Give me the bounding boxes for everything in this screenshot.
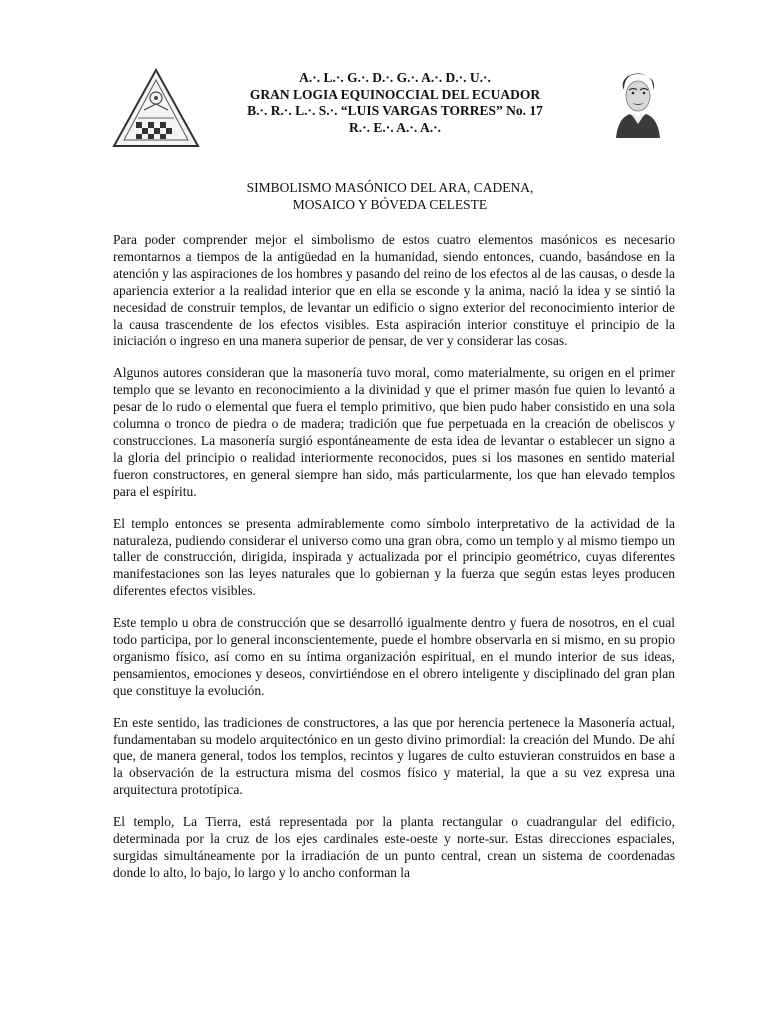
paragraph: Algunos autores consideran que la masonería tuvo moral, como materialmente, su origen en el primer templo que se levanto en reconocimiento a la divinidad y que el primer masón fue quien lo levantó a pesar de lo rudo o elemental que fuera el templo primitivo, que bien pudo haber consistido en una sola columna o tronco de piedra o de madera; tradición que fue perpetuada en la creación de obeliscos y construcciones. La masonería surgió espontáneamente de esta idea de levantar o establecer un signo a la gloria del principio o realidad interiormente reconocidos, pues si los masones en sentido material fueron constructores, en general siempre han sido, más particularmente, los que han elevado templos para el espíritu. [113, 365, 675, 499]
header-line-4: R.·. E.·. A.·. A.·. [349, 119, 441, 135]
header-line-1: A.·. L.·. G.·. D.·. G.·. A.·. D.·. U.·. [299, 70, 491, 85]
lodge-logo [108, 66, 204, 150]
paragraph: Para poder comprender mejor el simbolismo de estos cuatro elementos masónicos es necesario remontarnos a tiempos de la antigüedad en la humanidad, siendo entonces, cuando, basándose en la atención y las aspiraciones de los hombres y pasando del reino de los efectos al de las causas, o desde la apariencia exterior a la realidad interior que en ella se esconde y la anima, nació la idea y se sintió la necesidad de construir templos, de levantar un edificio o signo exterior del reconocimiento interior de la causa trascendente de los efectos visibles. Esta aspiración interior constituye el principio de la iniciación o ingreso en una manera superior de pensar, de ver y considerar las cosas. [113, 232, 675, 349]
title-line-1: SIMBOLISMO MASÓNICO DEL ARA, CADENA, [246, 180, 534, 195]
lodge-header [215, 70, 575, 136]
paragraph: En este sentido, las tradiciones de constructores, a las que por herencia pertenece la Masonería actual, fundamentaban su modelo arquitectónico en un gesto divino primordial: la creación del Mundo. De ahí que, de manera general, todos los templos, recintos y lugares de culto estuvieran construidos en base a la observación de la estructura misma del cosmos físico y material, la que a su vez expresa una arquitectura prototípica. [113, 714, 675, 798]
document-body [113, 232, 675, 897]
portrait-image [610, 68, 666, 138]
paragraph: El templo, La Tierra, está representada por la planta rectangular o cuadrangular del edificio, determinada por la cruz de los ejes cardinales este-oeste y norte-sur. Estas direcciones espaciales, surgidas simultáneamente por la irradiación de un punto central, crean un sistema de coordenadas donde lo alto, lo bajo, lo largo y lo ancho conforman la [113, 814, 675, 880]
document-title [140, 180, 640, 213]
paragraph: El templo entonces se presenta admirablemente como símbolo interpretativo de la actividad de la naturaleza, pudiendo considerar el universo como una gran obra, como un templo y al mismo tiempo un taller de construcción, dirigida, inspirada y actualizada por el principio geométrico, cuyas diferentes manifestaciones son las leyes naturales que lo gobiernan y la fuerza que según estas leyes producen diferentes efectos visibles. [113, 515, 675, 599]
header-line-3: B.·. R.·. L.·. S.·. “LUIS VARGAS TORRES” No. 17 [247, 103, 543, 118]
title-line-2: MOSAICO Y BÓVEDA CELESTE [292, 196, 488, 212]
paragraph: Este templo u obra de construcción que se desarrolló igualmente dentro y fuera de nosotros, en el cual todo participa, por lo general inconscientemente, puede el hombre observarla en si mismo, en su propio organismo físico, así como en su íntima organización espiritual, en el mundo interior de sus ideas, pensamientos, emociones y deseos, convirtiéndose en el obrero inteligente y disciplinado del gran plan que constituye la evolución. [113, 615, 675, 698]
header-line-2: GRAN LOGIA EQUINOCCIAL DEL ECUADOR [249, 86, 541, 102]
